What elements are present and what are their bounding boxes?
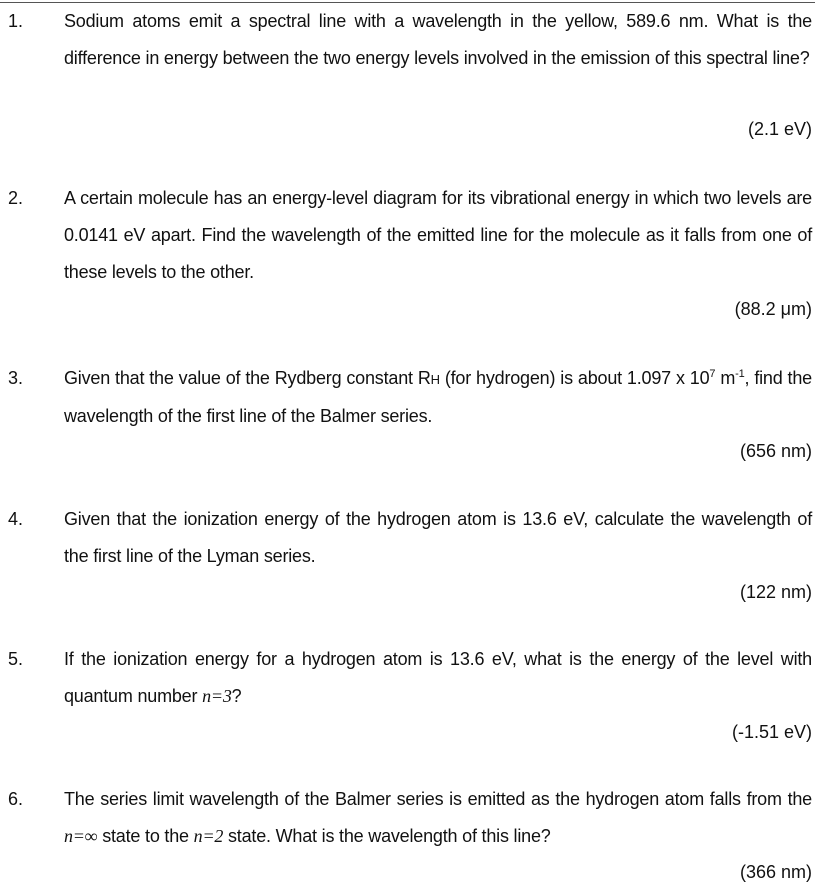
problem-text-part: state. What is the wavelength of this line? (223, 826, 551, 846)
problem-text (64, 641, 812, 715)
problem-number: 4. (8, 509, 24, 529)
answer: (366 nm) (739, 862, 812, 882)
answer: (122 nm) (739, 582, 812, 602)
problem-text (64, 781, 812, 855)
problem-text-part: state to the (97, 826, 194, 846)
problem-text (64, 360, 812, 435)
problem-number: 3. (8, 368, 24, 388)
answer: (-1.51 eV) (731, 722, 812, 742)
answer: (2.1 eV) (747, 119, 812, 139)
problem-text-part: Sodium atoms emit a spectral line with a wavelength in the yellow, 589.6 nm. What is the difference in energy between the two energy levels involved in the emission of this spectral line? (64, 11, 812, 68)
problem-text (64, 501, 812, 575)
problem-text (64, 180, 812, 291)
problem-number: 5. (8, 649, 24, 669)
problem-text (64, 3, 812, 77)
problem-text-part: Given that the value of the Rydberg constant R (64, 368, 431, 388)
exponent: -1 (735, 368, 745, 380)
problem-text-part: A certain molecule has an energy-level diagram for its vibrational energy in which two levels are 0.0141 eV apart. Find the wavelength of the emitted line for the molecule as it falls from one of these levels to the other. (64, 188, 812, 282)
problem-text-part: The series limit wavelength of the Balmer series is emitted as the hydrogen atom falls from the (64, 789, 812, 809)
problem-text-part: m (715, 368, 736, 388)
problem-number: 6. (8, 789, 24, 809)
exponent: 7 (709, 368, 716, 380)
problem-number: 1. (8, 11, 24, 31)
problem-text-part: If the ionization energy for a hydrogen atom is 13.6 eV, what is the energy of the level with quantum number (64, 649, 812, 706)
math-expression: n=3 (202, 686, 232, 706)
problem-number: 2. (8, 188, 24, 208)
problem-text-part: , find the wavelength of the first line of the Balmer series. (64, 368, 812, 426)
math-expression: n=2 (193, 826, 224, 846)
problem-text-part: ? (231, 686, 242, 706)
problem-text-part: Given that the ionization energy of the hydrogen atom is 13.6 eV, calculate the wavelength of the first line of the Lyman series. (64, 509, 812, 566)
problem-text-part: (for hydrogen) is about 1.097 x 10 (439, 368, 710, 388)
answer: (656 nm) (739, 441, 812, 461)
math-expression: n=∞ (64, 826, 98, 846)
answer: (88.2 μm) (734, 299, 812, 319)
subscript: H (430, 372, 440, 387)
